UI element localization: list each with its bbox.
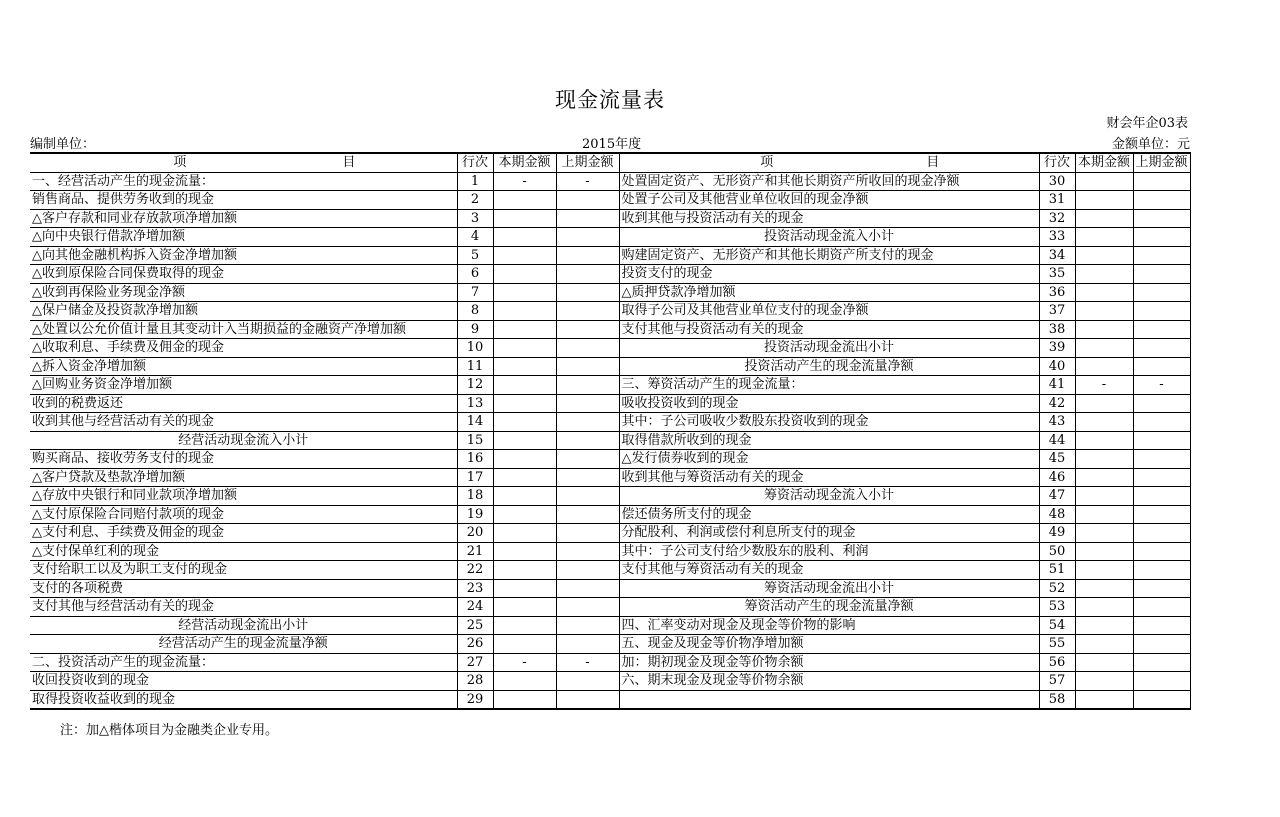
row-previous-amount-right bbox=[1133, 598, 1190, 617]
row-line-no-right: 57 bbox=[1039, 672, 1075, 691]
row-current-amount-left bbox=[493, 542, 556, 561]
row-previous-amount-right bbox=[1133, 209, 1190, 228]
row-line-no-right: 37 bbox=[1039, 302, 1075, 321]
row-line-no-right: 34 bbox=[1039, 246, 1075, 265]
table-row bbox=[30, 320, 1190, 339]
row-previous-amount-left bbox=[556, 487, 619, 506]
row-current-amount-left bbox=[493, 505, 556, 524]
row-line-no-left: 12 bbox=[457, 376, 493, 395]
row-previous-amount-right bbox=[1133, 413, 1190, 432]
row-previous-amount-right bbox=[1133, 246, 1190, 265]
table-row bbox=[30, 672, 1190, 691]
cash-flow-table bbox=[30, 152, 1191, 710]
table-row bbox=[30, 505, 1190, 524]
row-line-no-left: 15 bbox=[457, 431, 493, 450]
header-item-right-char1: 项 bbox=[760, 155, 774, 171]
row-line-no-right: 49 bbox=[1039, 524, 1075, 543]
row-item-left: 取得投资收益收到的现金 bbox=[32, 691, 176, 707]
row-current-amount-left bbox=[493, 487, 556, 506]
table-row bbox=[30, 209, 1190, 228]
table-row bbox=[30, 431, 1190, 450]
table-row bbox=[30, 172, 1190, 191]
row-item-left: 经营活动现金流出小计 bbox=[178, 617, 309, 633]
row-item-right: 分配股利、利润或偿付利息所支付的现金 bbox=[619, 524, 1039, 543]
row-line-no-left: 4 bbox=[457, 228, 493, 247]
row-current-amount-right bbox=[1075, 413, 1133, 432]
row-current-amount-right bbox=[1075, 561, 1133, 580]
row-previous-amount-left bbox=[556, 265, 619, 284]
row-item-left: △回购业务资金净增加额 bbox=[32, 377, 172, 393]
table-row bbox=[30, 339, 1190, 358]
header-line-no-right: 行次 bbox=[1039, 153, 1075, 172]
row-line-no-left: 16 bbox=[457, 450, 493, 469]
table-row bbox=[30, 524, 1190, 543]
row-line-no-left: 7 bbox=[457, 283, 493, 302]
row-current-amount-right bbox=[1075, 468, 1133, 487]
row-current-amount-left bbox=[493, 191, 556, 210]
row-line-no-left: 27 bbox=[457, 653, 493, 672]
table-row bbox=[30, 487, 1190, 506]
row-item-left: 二、投资活动产生的现金流量： bbox=[32, 654, 215, 670]
table-row bbox=[30, 357, 1190, 376]
table-row bbox=[30, 635, 1190, 654]
row-line-no-right: 48 bbox=[1039, 505, 1075, 524]
footnote: 注：加△楷体项目为金融类企业专用。 bbox=[60, 723, 278, 738]
row-previous-amount-left bbox=[556, 598, 619, 617]
header-previous-right: 上期金额 bbox=[1133, 153, 1190, 172]
row-item-right: △质押贷款净增加额 bbox=[619, 283, 1039, 302]
row-line-no-right: 40 bbox=[1039, 357, 1075, 376]
row-item-right: 加：期初现金及现金等价物余额 bbox=[619, 653, 1039, 672]
row-previous-amount-left bbox=[556, 690, 619, 709]
row-previous-amount-right: - bbox=[1133, 376, 1190, 395]
row-line-no-left: 8 bbox=[457, 302, 493, 321]
row-item-right: 筹资活动现金流出小计 bbox=[619, 579, 1039, 598]
row-line-no-right: 54 bbox=[1039, 616, 1075, 635]
row-current-amount-right bbox=[1075, 542, 1133, 561]
row-current-amount-left bbox=[493, 246, 556, 265]
row-current-amount-right bbox=[1075, 265, 1133, 284]
row-previous-amount-right bbox=[1133, 468, 1190, 487]
row-current-amount-left bbox=[493, 320, 556, 339]
row-previous-amount-right bbox=[1133, 172, 1190, 191]
row-previous-amount-right bbox=[1133, 283, 1190, 302]
row-item-left: △处置以公允价值计量且其变动计入当期损益的金融资产净增加额 bbox=[32, 321, 406, 337]
table-row bbox=[30, 542, 1190, 561]
form-code: 财会年企03表 bbox=[1106, 116, 1188, 131]
row-line-no-right: 41 bbox=[1039, 376, 1075, 395]
reporting-unit-label: 编制单位： bbox=[30, 137, 96, 152]
row-item-left: 收到的税费返还 bbox=[32, 395, 124, 411]
row-previous-amount-right bbox=[1133, 320, 1190, 339]
page-title: 现金流量表 bbox=[555, 88, 665, 112]
row-item-right: 三、筹资活动产生的现金流量： bbox=[619, 376, 1039, 395]
row-current-amount-right bbox=[1075, 635, 1133, 654]
row-previous-amount-left bbox=[556, 320, 619, 339]
row-item-right: 其中：子公司支付给少数股东的股利、利润 bbox=[619, 542, 1039, 561]
row-item-right: 收到其他与筹资活动有关的现金 bbox=[619, 468, 1039, 487]
row-item-right: 投资活动现金流出小计 bbox=[619, 339, 1039, 358]
row-item-left: 销售商品、提供劳务收到的现金 bbox=[32, 192, 215, 208]
row-current-amount-left bbox=[493, 413, 556, 432]
row-previous-amount-left bbox=[556, 283, 619, 302]
row-line-no-right: 51 bbox=[1039, 561, 1075, 580]
table-row bbox=[30, 690, 1190, 709]
table-row bbox=[30, 413, 1190, 432]
table-header-row bbox=[30, 153, 1190, 172]
row-item-right: 处置固定资产、无形资产和其他长期资产所收回的现金净额 bbox=[619, 172, 1039, 191]
row-item-left: △保户储金及投资款净增加额 bbox=[32, 303, 198, 319]
table-row bbox=[30, 468, 1190, 487]
row-previous-amount-left bbox=[556, 505, 619, 524]
row-item-right: 其中：子公司吸收少数股东投资收到的现金 bbox=[619, 413, 1039, 432]
row-line-no-right: 45 bbox=[1039, 450, 1075, 469]
table-row bbox=[30, 653, 1190, 672]
row-line-no-left: 22 bbox=[457, 561, 493, 580]
row-line-no-left: 29 bbox=[457, 690, 493, 709]
row-current-amount-right bbox=[1075, 598, 1133, 617]
row-item-left: 收到其他与经营活动有关的现金 bbox=[32, 414, 215, 430]
table-row bbox=[30, 376, 1190, 395]
row-line-no-right: 53 bbox=[1039, 598, 1075, 617]
row-previous-amount-right bbox=[1133, 431, 1190, 450]
row-current-amount-left: - bbox=[493, 653, 556, 672]
row-line-no-left: 2 bbox=[457, 191, 493, 210]
meta-row bbox=[30, 133, 1190, 151]
row-item-right: 取得借款所收到的现金 bbox=[619, 431, 1039, 450]
row-item-right: 偿还债务所支付的现金 bbox=[619, 505, 1039, 524]
row-item-right bbox=[619, 690, 1039, 709]
row-previous-amount-right bbox=[1133, 579, 1190, 598]
row-previous-amount-right bbox=[1133, 450, 1190, 469]
row-line-no-right: 31 bbox=[1039, 191, 1075, 210]
row-line-no-right: 35 bbox=[1039, 265, 1075, 284]
row-previous-amount-left bbox=[556, 450, 619, 469]
row-current-amount-left bbox=[493, 431, 556, 450]
row-line-no-right: 32 bbox=[1039, 209, 1075, 228]
row-line-no-left: 13 bbox=[457, 394, 493, 413]
row-item-right: 筹资活动产生的现金流量净额 bbox=[619, 598, 1039, 617]
header-item-left-char1: 项 bbox=[173, 155, 187, 171]
row-current-amount-right bbox=[1075, 283, 1133, 302]
row-item-right: 处置子公司及其他营业单位收回的现金净额 bbox=[619, 191, 1039, 210]
row-current-amount-left bbox=[493, 265, 556, 284]
row-previous-amount-left bbox=[556, 542, 619, 561]
row-line-no-left: 9 bbox=[457, 320, 493, 339]
row-previous-amount-left bbox=[556, 302, 619, 321]
row-current-amount-left bbox=[493, 468, 556, 487]
row-current-amount-left bbox=[493, 635, 556, 654]
row-current-amount-left bbox=[493, 357, 556, 376]
row-current-amount-left bbox=[493, 524, 556, 543]
row-previous-amount-left: - bbox=[556, 653, 619, 672]
row-item-left: 购买商品、接收劳务支付的现金 bbox=[32, 451, 215, 467]
table-row bbox=[30, 561, 1190, 580]
row-item-right: 收到其他与投资活动有关的现金 bbox=[619, 209, 1039, 228]
table-row bbox=[30, 394, 1190, 413]
row-item-left: △收取利息、手续费及佣金的现金 bbox=[32, 340, 224, 356]
row-previous-amount-left bbox=[556, 246, 619, 265]
row-previous-amount-left bbox=[556, 357, 619, 376]
row-line-no-right: 55 bbox=[1039, 635, 1075, 654]
row-line-no-left: 1 bbox=[457, 172, 493, 191]
row-previous-amount-right bbox=[1133, 265, 1190, 284]
row-previous-amount-right bbox=[1133, 357, 1190, 376]
row-item-left: 支付其他与经营活动有关的现金 bbox=[32, 599, 215, 615]
row-current-amount-left bbox=[493, 394, 556, 413]
row-line-no-left: 28 bbox=[457, 672, 493, 691]
header-current-left: 本期金额 bbox=[493, 153, 556, 172]
row-previous-amount-left bbox=[556, 672, 619, 691]
row-previous-amount-right bbox=[1133, 505, 1190, 524]
row-previous-amount-left bbox=[556, 579, 619, 598]
row-current-amount-right bbox=[1075, 357, 1133, 376]
row-line-no-right: 58 bbox=[1039, 690, 1075, 709]
row-previous-amount-right bbox=[1133, 542, 1190, 561]
header-item-right bbox=[619, 153, 1039, 172]
row-item-left: △支付保单红利的现金 bbox=[32, 543, 159, 559]
header-current-right: 本期金额 bbox=[1075, 153, 1133, 172]
row-current-amount-right bbox=[1075, 431, 1133, 450]
table-row bbox=[30, 265, 1190, 284]
row-previous-amount-left bbox=[556, 635, 619, 654]
row-current-amount-left bbox=[493, 450, 556, 469]
row-current-amount-right bbox=[1075, 394, 1133, 413]
row-line-no-left: 23 bbox=[457, 579, 493, 598]
row-previous-amount-right bbox=[1133, 690, 1190, 709]
row-current-amount-right bbox=[1075, 320, 1133, 339]
row-current-amount-left bbox=[493, 283, 556, 302]
row-line-no-right: 50 bbox=[1039, 542, 1075, 561]
row-line-no-left: 25 bbox=[457, 616, 493, 635]
row-current-amount-left bbox=[493, 579, 556, 598]
table-row bbox=[30, 302, 1190, 321]
row-line-no-left: 11 bbox=[457, 357, 493, 376]
table-row bbox=[30, 191, 1190, 210]
row-item-left: △存放中央银行和同业款项净增加额 bbox=[32, 488, 237, 504]
row-item-left: 经营活动现金流入小计 bbox=[178, 432, 309, 448]
row-line-no-right: 44 bbox=[1039, 431, 1075, 450]
row-previous-amount-right bbox=[1133, 487, 1190, 506]
row-previous-amount-right bbox=[1133, 653, 1190, 672]
table-row bbox=[30, 598, 1190, 617]
row-current-amount-right bbox=[1075, 653, 1133, 672]
row-line-no-left: 10 bbox=[457, 339, 493, 358]
row-line-no-right: 39 bbox=[1039, 339, 1075, 358]
table-row bbox=[30, 616, 1190, 635]
row-current-amount-left bbox=[493, 302, 556, 321]
row-current-amount-right: - bbox=[1075, 376, 1133, 395]
row-current-amount-right bbox=[1075, 616, 1133, 635]
header-item-right-char2: 目 bbox=[926, 155, 940, 171]
row-item-right: 吸收投资收到的现金 bbox=[619, 394, 1039, 413]
row-item-right: 支付其他与筹资活动有关的现金 bbox=[619, 561, 1039, 580]
row-current-amount-left bbox=[493, 228, 556, 247]
row-item-left: △收到再保险业务现金净额 bbox=[32, 284, 185, 300]
table-row bbox=[30, 283, 1190, 302]
row-line-no-right: 47 bbox=[1039, 487, 1075, 506]
row-previous-amount-left bbox=[556, 228, 619, 247]
header-item-left-char2: 目 bbox=[342, 155, 356, 171]
row-current-amount-right bbox=[1075, 690, 1133, 709]
row-previous-amount-left bbox=[556, 616, 619, 635]
row-item-left: △收到原保险合同保费取得的现金 bbox=[32, 266, 224, 282]
table-row bbox=[30, 579, 1190, 598]
row-current-amount-left bbox=[493, 598, 556, 617]
row-previous-amount-left bbox=[556, 339, 619, 358]
row-previous-amount-right bbox=[1133, 672, 1190, 691]
row-previous-amount-left bbox=[556, 413, 619, 432]
table-row bbox=[30, 450, 1190, 469]
row-item-right: 六、期末现金及现金等价物余额 bbox=[619, 672, 1039, 691]
row-line-no-left: 14 bbox=[457, 413, 493, 432]
row-current-amount-left bbox=[493, 376, 556, 395]
row-item-right: 取得子公司及其他营业单位支付的现金净额 bbox=[619, 302, 1039, 321]
row-item-left: △拆入资金净增加额 bbox=[32, 358, 146, 374]
row-previous-amount-right bbox=[1133, 339, 1190, 358]
row-previous-amount-right bbox=[1133, 616, 1190, 635]
row-previous-amount-left bbox=[556, 376, 619, 395]
row-current-amount-right bbox=[1075, 579, 1133, 598]
row-item-left: 收回投资收到的现金 bbox=[32, 673, 150, 689]
row-line-no-left: 18 bbox=[457, 487, 493, 506]
row-current-amount-left bbox=[493, 339, 556, 358]
row-line-no-right: 38 bbox=[1039, 320, 1075, 339]
row-line-no-left: 5 bbox=[457, 246, 493, 265]
row-previous-amount-left bbox=[556, 431, 619, 450]
row-current-amount-right bbox=[1075, 505, 1133, 524]
row-current-amount-right bbox=[1075, 191, 1133, 210]
row-previous-amount-left bbox=[556, 468, 619, 487]
row-line-no-left: 20 bbox=[457, 524, 493, 543]
row-item-right: 五、现金及现金等价物净增加额 bbox=[619, 635, 1039, 654]
row-line-no-left: 24 bbox=[457, 598, 493, 617]
row-previous-amount-right bbox=[1133, 191, 1190, 210]
row-item-left: △向中央银行借款净增加额 bbox=[32, 229, 185, 245]
row-item-left: △支付原保险合同赔付款项的现金 bbox=[32, 506, 224, 522]
row-item-right: 投资支付的现金 bbox=[619, 265, 1039, 284]
row-line-no-left: 21 bbox=[457, 542, 493, 561]
row-item-left: △客户贷款及垫款净增加额 bbox=[32, 469, 185, 485]
row-current-amount-right bbox=[1075, 228, 1133, 247]
row-line-no-right: 46 bbox=[1039, 468, 1075, 487]
row-previous-amount-left bbox=[556, 209, 619, 228]
row-line-no-right: 52 bbox=[1039, 579, 1075, 598]
row-line-no-right: 43 bbox=[1039, 413, 1075, 432]
report-period: 2015年度 bbox=[582, 137, 642, 152]
row-item-left: △向其他金融机构拆入资金净增加额 bbox=[32, 247, 237, 263]
row-previous-amount-right bbox=[1133, 302, 1190, 321]
row-item-right: 购建固定资产、无形资产和其他长期资产所支付的现金 bbox=[619, 246, 1039, 265]
row-current-amount-right bbox=[1075, 487, 1133, 506]
row-previous-amount-left bbox=[556, 394, 619, 413]
row-previous-amount-right bbox=[1133, 228, 1190, 247]
row-previous-amount-left bbox=[556, 524, 619, 543]
row-previous-amount-left bbox=[556, 191, 619, 210]
row-previous-amount-right bbox=[1133, 524, 1190, 543]
row-current-amount-right bbox=[1075, 172, 1133, 191]
header-item-left bbox=[30, 153, 457, 172]
table-row bbox=[30, 246, 1190, 265]
row-current-amount-left bbox=[493, 690, 556, 709]
row-current-amount-right bbox=[1075, 524, 1133, 543]
row-line-no-left: 3 bbox=[457, 209, 493, 228]
row-item-left: 支付给职工以及为职工支付的现金 bbox=[32, 562, 228, 578]
row-current-amount-right bbox=[1075, 209, 1133, 228]
row-line-no-right: 42 bbox=[1039, 394, 1075, 413]
row-item-left: △客户存款和同业存放款项净增加额 bbox=[32, 210, 237, 226]
row-item-right: 投资活动现金流入小计 bbox=[619, 228, 1039, 247]
header-line-no-left: 行次 bbox=[457, 153, 493, 172]
row-previous-amount-right bbox=[1133, 394, 1190, 413]
row-current-amount-left bbox=[493, 561, 556, 580]
row-current-amount-right bbox=[1075, 302, 1133, 321]
row-current-amount-left: - bbox=[493, 172, 556, 191]
row-line-no-right: 30 bbox=[1039, 172, 1075, 191]
row-item-left: 一、经营活动产生的现金流量： bbox=[32, 173, 215, 189]
row-item-left: 经营活动产生的现金流量净额 bbox=[158, 636, 328, 652]
row-current-amount-right bbox=[1075, 339, 1133, 358]
row-current-amount-left bbox=[493, 672, 556, 691]
row-item-right: 投资活动产生的现金流量净额 bbox=[619, 357, 1039, 376]
row-previous-amount-left bbox=[556, 561, 619, 580]
row-item-right: △发行债券收到的现金 bbox=[619, 450, 1039, 469]
row-current-amount-right bbox=[1075, 672, 1133, 691]
row-line-no-right: 33 bbox=[1039, 228, 1075, 247]
row-item-left: 支付的各项税费 bbox=[32, 580, 124, 596]
row-item-right: 支付其他与投资活动有关的现金 bbox=[619, 320, 1039, 339]
row-current-amount-left bbox=[493, 209, 556, 228]
row-line-no-left: 17 bbox=[457, 468, 493, 487]
table-row bbox=[30, 228, 1190, 247]
row-line-no-left: 6 bbox=[457, 265, 493, 284]
row-previous-amount-right bbox=[1133, 561, 1190, 580]
row-item-left: △支付利息、手续费及佣金的现金 bbox=[32, 525, 224, 541]
row-item-right: 筹资活动现金流入小计 bbox=[619, 487, 1039, 506]
header-previous-left: 上期金额 bbox=[556, 153, 619, 172]
row-current-amount-right bbox=[1075, 246, 1133, 265]
row-line-no-left: 26 bbox=[457, 635, 493, 654]
row-item-right: 四、汇率变动对现金及现金等价物的影响 bbox=[619, 616, 1039, 635]
row-current-amount-right bbox=[1075, 450, 1133, 469]
currency-unit-label: 金额单位：元 bbox=[1111, 137, 1190, 152]
row-previous-amount-left: - bbox=[556, 172, 619, 191]
row-line-no-right: 56 bbox=[1039, 653, 1075, 672]
row-line-no-left: 19 bbox=[457, 505, 493, 524]
row-current-amount-left bbox=[493, 616, 556, 635]
row-line-no-right: 36 bbox=[1039, 283, 1075, 302]
row-previous-amount-right bbox=[1133, 635, 1190, 654]
